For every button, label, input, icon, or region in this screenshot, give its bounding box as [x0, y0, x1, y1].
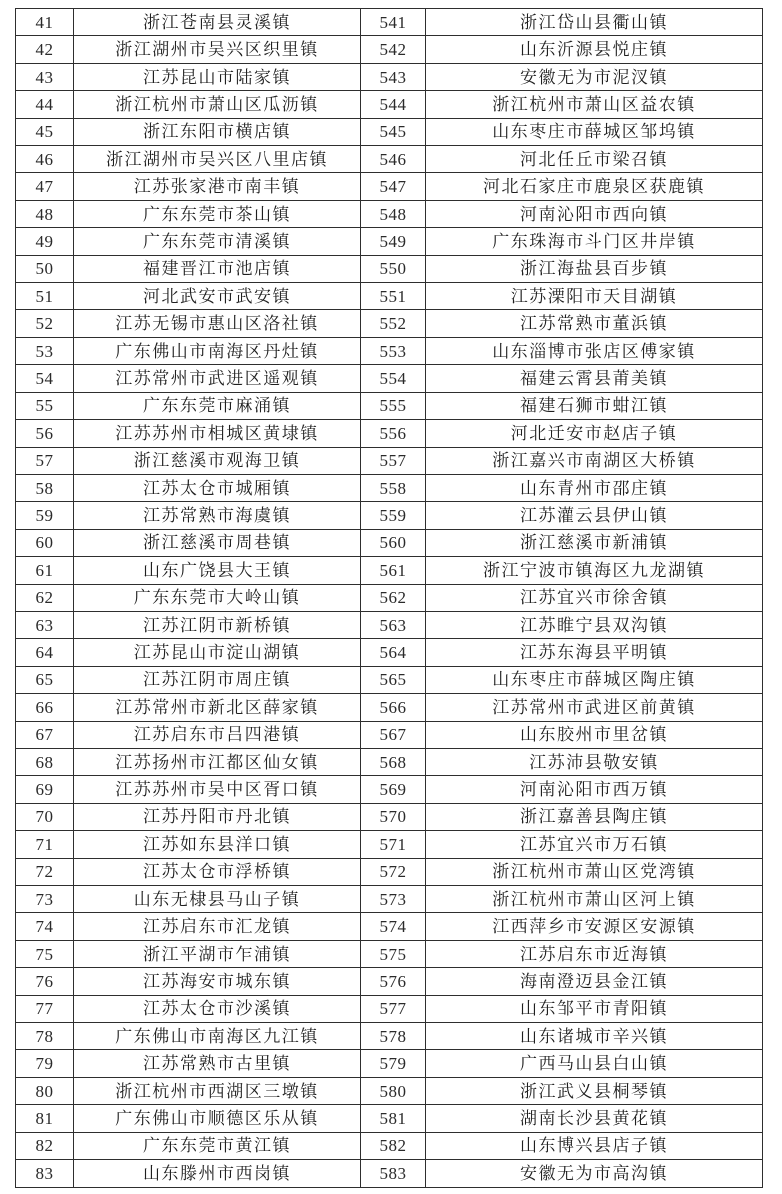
- table-row: [16, 968, 763, 995]
- table-row: [16, 392, 763, 419]
- town-cell: 广西马山县白山镇: [426, 1050, 763, 1077]
- rank-cell: 572: [361, 858, 426, 885]
- table-row: [16, 529, 763, 556]
- table-row: [16, 913, 763, 940]
- town-cell: 江苏常熟市古里镇: [74, 1050, 361, 1077]
- town-ranking-table: [15, 8, 763, 1188]
- table-row: [16, 803, 763, 830]
- rank-cell: 557: [361, 447, 426, 474]
- town-cell: 河北任丘市梁召镇: [426, 146, 763, 173]
- rank-cell: 82: [16, 1132, 74, 1159]
- rank-cell: 547: [361, 173, 426, 200]
- rank-cell: 551: [361, 283, 426, 310]
- town-cell: 江西萍乡市安源区安源镇: [426, 913, 763, 940]
- town-cell: 浙江慈溪市新浦镇: [426, 529, 763, 556]
- town-cell: 浙江武义县桐琴镇: [426, 1077, 763, 1104]
- rank-cell: 549: [361, 228, 426, 255]
- rank-cell: 546: [361, 146, 426, 173]
- rank-cell: 561: [361, 557, 426, 584]
- table-row: [16, 1105, 763, 1132]
- town-cell: 河南沁阳市西向镇: [426, 200, 763, 227]
- rank-cell: 558: [361, 474, 426, 501]
- town-cell: 江苏常州市武进区遥观镇: [74, 365, 361, 392]
- table-row: [16, 283, 763, 310]
- rank-cell: 70: [16, 803, 74, 830]
- rank-cell: 56: [16, 420, 74, 447]
- town-cell: 山东胶州市里岔镇: [426, 721, 763, 748]
- town-cell: 河北石家庄市鹿泉区获鹿镇: [426, 173, 763, 200]
- town-cell: 安徽无为市泥汊镇: [426, 63, 763, 90]
- town-cell: 海南澄迈县金江镇: [426, 968, 763, 995]
- town-cell: 安徽无为市高沟镇: [426, 1160, 763, 1188]
- rank-cell: 41: [16, 9, 74, 36]
- rank-cell: 543: [361, 63, 426, 90]
- town-cell: 浙江平湖市乍浦镇: [74, 940, 361, 967]
- rank-cell: 60: [16, 529, 74, 556]
- rank-cell: 47: [16, 173, 74, 200]
- rank-cell: 548: [361, 200, 426, 227]
- rank-cell: 54: [16, 365, 74, 392]
- rank-cell: 48: [16, 200, 74, 227]
- rank-cell: 568: [361, 748, 426, 775]
- rank-cell: 64: [16, 639, 74, 666]
- rank-cell: 49: [16, 228, 74, 255]
- rank-cell: 563: [361, 611, 426, 638]
- rank-cell: 567: [361, 721, 426, 748]
- town-cell: 广东佛山市南海区丹灶镇: [74, 337, 361, 364]
- table-row: [16, 639, 763, 666]
- town-cell: 浙江嘉兴市南湖区大桥镇: [426, 447, 763, 474]
- town-cell: 江苏常州市新北区薛家镇: [74, 694, 361, 721]
- town-cell: 江苏宜兴市万石镇: [426, 831, 763, 858]
- table-row: [16, 611, 763, 638]
- town-cell: 江苏宜兴市徐舍镇: [426, 584, 763, 611]
- rank-cell: 79: [16, 1050, 74, 1077]
- town-cell: 江苏常熟市海虞镇: [74, 502, 361, 529]
- town-cell: 山东滕州市西岗镇: [74, 1160, 361, 1188]
- town-cell: 广东东莞市清溪镇: [74, 228, 361, 255]
- table-row: [16, 502, 763, 529]
- rank-cell: 81: [16, 1105, 74, 1132]
- town-cell: 浙江苍南县灵溪镇: [74, 9, 361, 36]
- rank-cell: 72: [16, 858, 74, 885]
- rank-cell: 550: [361, 255, 426, 282]
- town-cell: 浙江岱山县衢山镇: [426, 9, 763, 36]
- rank-cell: 578: [361, 1023, 426, 1050]
- town-cell: 广东佛山市顺德区乐从镇: [74, 1105, 361, 1132]
- town-cell: 广东东莞市大岭山镇: [74, 584, 361, 611]
- rank-cell: 570: [361, 803, 426, 830]
- town-cell: 河北武安市武安镇: [74, 283, 361, 310]
- rank-cell: 43: [16, 63, 74, 90]
- rank-cell: 80: [16, 1077, 74, 1104]
- rank-cell: 67: [16, 721, 74, 748]
- town-cell: 江苏溧阳市天目湖镇: [426, 283, 763, 310]
- town-cell: 江苏江阴市新桥镇: [74, 611, 361, 638]
- table-row: [16, 1077, 763, 1104]
- town-cell: 浙江杭州市萧山区河上镇: [426, 886, 763, 913]
- town-cell: 广东东莞市麻涌镇: [74, 392, 361, 419]
- town-cell: 浙江慈溪市周巷镇: [74, 529, 361, 556]
- town-cell: 浙江东阳市横店镇: [74, 118, 361, 145]
- town-cell: 福建云霄县莆美镇: [426, 365, 763, 392]
- rank-cell: 58: [16, 474, 74, 501]
- rank-cell: 75: [16, 940, 74, 967]
- rank-cell: 61: [16, 557, 74, 584]
- town-cell: 浙江宁波市镇海区九龙湖镇: [426, 557, 763, 584]
- table-row: [16, 721, 763, 748]
- town-cell: 山东无棣县马山子镇: [74, 886, 361, 913]
- town-cell: 浙江杭州市萧山区益农镇: [426, 91, 763, 118]
- rank-cell: 573: [361, 886, 426, 913]
- town-cell: 福建石狮市蚶江镇: [426, 392, 763, 419]
- rank-cell: 69: [16, 776, 74, 803]
- table-row: [16, 118, 763, 145]
- town-cell: 江苏启东市吕四港镇: [74, 721, 361, 748]
- town-cell: 江苏无锡市惠山区洛社镇: [74, 310, 361, 337]
- rank-cell: 50: [16, 255, 74, 282]
- table-row: [16, 337, 763, 364]
- town-cell: 江苏苏州市相城区黄埭镇: [74, 420, 361, 447]
- town-cell: 浙江海盐县百步镇: [426, 255, 763, 282]
- table-row: [16, 557, 763, 584]
- town-cell: 河北迁安市赵店子镇: [426, 420, 763, 447]
- table-row: [16, 940, 763, 967]
- town-cell: 江苏苏州市吴中区胥口镇: [74, 776, 361, 803]
- town-cell: 江苏昆山市淀山湖镇: [74, 639, 361, 666]
- table-row: [16, 1023, 763, 1050]
- rank-cell: 55: [16, 392, 74, 419]
- town-cell: 江苏太仓市城厢镇: [74, 474, 361, 501]
- rank-cell: 78: [16, 1023, 74, 1050]
- rank-cell: 582: [361, 1132, 426, 1159]
- town-cell: 江苏常州市武进区前黄镇: [426, 694, 763, 721]
- town-cell: 江苏扬州市江都区仙女镇: [74, 748, 361, 775]
- table-row: [16, 1132, 763, 1159]
- town-cell: 浙江杭州市西湖区三墩镇: [74, 1077, 361, 1104]
- table-row: [16, 776, 763, 803]
- rank-cell: 580: [361, 1077, 426, 1104]
- rank-cell: 46: [16, 146, 74, 173]
- rank-cell: 68: [16, 748, 74, 775]
- rank-cell: 554: [361, 365, 426, 392]
- table-row: [16, 584, 763, 611]
- town-cell: 山东邹平市青阳镇: [426, 995, 763, 1022]
- table-row: [16, 474, 763, 501]
- rank-cell: 541: [361, 9, 426, 36]
- rank-cell: 52: [16, 310, 74, 337]
- town-cell: 山东青州市邵庄镇: [426, 474, 763, 501]
- table-row: [16, 1160, 763, 1188]
- table-row: [16, 200, 763, 227]
- rank-cell: 74: [16, 913, 74, 940]
- town-cell: 江苏沛县敬安镇: [426, 748, 763, 775]
- rank-cell: 560: [361, 529, 426, 556]
- rank-cell: 42: [16, 36, 74, 63]
- rank-cell: 73: [16, 886, 74, 913]
- table-row: [16, 9, 763, 36]
- rank-cell: 44: [16, 91, 74, 118]
- rank-cell: 62: [16, 584, 74, 611]
- town-cell: 浙江嘉善县陶庄镇: [426, 803, 763, 830]
- town-cell: 江苏如东县洋口镇: [74, 831, 361, 858]
- table-row: [16, 995, 763, 1022]
- rank-cell: 51: [16, 283, 74, 310]
- rank-cell: 555: [361, 392, 426, 419]
- rank-cell: 65: [16, 666, 74, 693]
- town-cell: 河南沁阳市西万镇: [426, 776, 763, 803]
- table-row: [16, 36, 763, 63]
- table-row: [16, 365, 763, 392]
- rank-cell: 552: [361, 310, 426, 337]
- town-cell: 江苏昆山市陆家镇: [74, 63, 361, 90]
- town-cell: 广东佛山市南海区九江镇: [74, 1023, 361, 1050]
- town-cell: 江苏睢宁县双沟镇: [426, 611, 763, 638]
- town-cell: 江苏海安市城东镇: [74, 968, 361, 995]
- table-row: [16, 255, 763, 282]
- rank-cell: 575: [361, 940, 426, 967]
- table-row: [16, 858, 763, 885]
- town-cell: 山东博兴县店子镇: [426, 1132, 763, 1159]
- town-cell: 山东沂源县悦庄镇: [426, 36, 763, 63]
- rank-cell: 542: [361, 36, 426, 63]
- rank-cell: 562: [361, 584, 426, 611]
- rank-cell: 45: [16, 118, 74, 145]
- town-cell: 广东东莞市茶山镇: [74, 200, 361, 227]
- table-row: [16, 310, 763, 337]
- table-row: [16, 694, 763, 721]
- rank-cell: 77: [16, 995, 74, 1022]
- rank-cell: 544: [361, 91, 426, 118]
- town-cell: 江苏常熟市董浜镇: [426, 310, 763, 337]
- rank-cell: 57: [16, 447, 74, 474]
- rank-cell: 564: [361, 639, 426, 666]
- rank-cell: 577: [361, 995, 426, 1022]
- rank-cell: 71: [16, 831, 74, 858]
- town-cell: 江苏丹阳市丹北镇: [74, 803, 361, 830]
- table-row: [16, 831, 763, 858]
- town-cell: 江苏启东市汇龙镇: [74, 913, 361, 940]
- table-row: [16, 666, 763, 693]
- town-cell: 江苏灌云县伊山镇: [426, 502, 763, 529]
- rank-cell: 76: [16, 968, 74, 995]
- table-row: [16, 748, 763, 775]
- town-cell: 福建晋江市池店镇: [74, 255, 361, 282]
- table-row: [16, 447, 763, 474]
- table-row: [16, 146, 763, 173]
- town-cell: 江苏启东市近海镇: [426, 940, 763, 967]
- table-row: [16, 173, 763, 200]
- town-cell: 湖南长沙县黄花镇: [426, 1105, 763, 1132]
- town-cell: 浙江杭州市萧山区瓜沥镇: [74, 91, 361, 118]
- table-row: [16, 91, 763, 118]
- town-cell: 浙江慈溪市观海卫镇: [74, 447, 361, 474]
- table-row: [16, 886, 763, 913]
- town-cell: 江苏东海县平明镇: [426, 639, 763, 666]
- town-cell: 江苏张家港市南丰镇: [74, 173, 361, 200]
- town-cell: 山东广饶县大王镇: [74, 557, 361, 584]
- table-row: [16, 63, 763, 90]
- town-cell: 山东诸城市辛兴镇: [426, 1023, 763, 1050]
- rank-cell: 583: [361, 1160, 426, 1188]
- rank-cell: 556: [361, 420, 426, 447]
- town-cell: 广东东莞市黄江镇: [74, 1132, 361, 1159]
- rank-cell: 566: [361, 694, 426, 721]
- town-cell: 浙江杭州市萧山区党湾镇: [426, 858, 763, 885]
- rank-cell: 576: [361, 968, 426, 995]
- table-row: [16, 420, 763, 447]
- town-cell: 广东珠海市斗门区井岸镇: [426, 228, 763, 255]
- rank-cell: 59: [16, 502, 74, 529]
- rank-cell: 559: [361, 502, 426, 529]
- rank-cell: 574: [361, 913, 426, 940]
- rank-cell: 571: [361, 831, 426, 858]
- town-cell: 浙江湖州市吴兴区八里店镇: [74, 146, 361, 173]
- rank-cell: 83: [16, 1160, 74, 1188]
- town-cell: 江苏太仓市浮桥镇: [74, 858, 361, 885]
- rank-cell: 581: [361, 1105, 426, 1132]
- town-cell: 江苏太仓市沙溪镇: [74, 995, 361, 1022]
- rank-cell: 66: [16, 694, 74, 721]
- rank-cell: 545: [361, 118, 426, 145]
- rank-cell: 553: [361, 337, 426, 364]
- table-row: [16, 1050, 763, 1077]
- rank-cell: 579: [361, 1050, 426, 1077]
- rank-cell: 569: [361, 776, 426, 803]
- town-cell: 山东枣庄市薛城区邹坞镇: [426, 118, 763, 145]
- town-cell: 浙江湖州市吴兴区织里镇: [74, 36, 361, 63]
- town-cell: 江苏江阴市周庄镇: [74, 666, 361, 693]
- rank-cell: 565: [361, 666, 426, 693]
- table-body: [16, 9, 763, 1188]
- table-row: [16, 228, 763, 255]
- rank-cell: 63: [16, 611, 74, 638]
- rank-cell: 53: [16, 337, 74, 364]
- town-cell: 山东枣庄市薛城区陶庄镇: [426, 666, 763, 693]
- town-cell: 山东淄博市张店区傅家镇: [426, 337, 763, 364]
